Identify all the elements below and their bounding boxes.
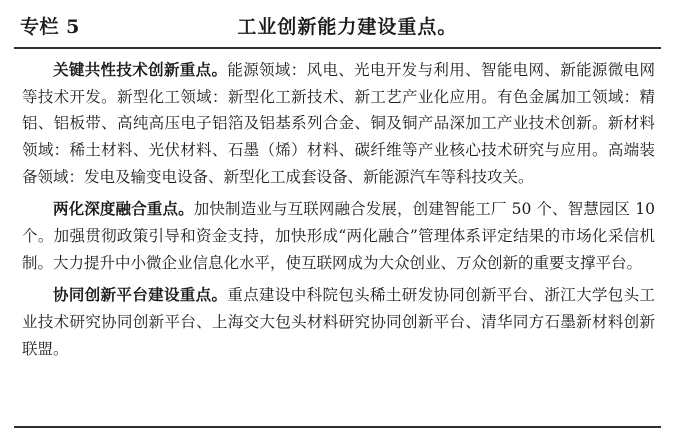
paragraph-text-integration: 加快制造业与互联网融合发展，创建智能工厂 50 个、智慧园区 10 个。加强贯彻政策引导和资金支持，加快形成“两化融合”管理体系评定结果的市场化采信机制。大力提升中小微企业信息化水平，使互联网成为大众创业、万众创新的重要支撑平台。 [22, 200, 655, 272]
document-body [14, 55, 661, 362]
header-divider [14, 47, 661, 49]
paragraph-text-platform: 重点建设中科院包头稀土研发协同创新平台、浙江大学包头工业技术研究协同创新平台、上海交大包头材料研究协同创新平台、清华同方石墨新材料创新联盟。 [22, 286, 655, 358]
paragraph-lead-key-technology: 关键共性技术创新重点。 [53, 60, 228, 79]
paragraph-text-key-technology: 能源领域：风电、光电开发与利用、智能电网、新能源微电网等技术开发。新型化工领域：新型化工新技术、新工艺产业化应用。有色金属加工领域：精铝、铝板带、高纯高压电子铝箔及铝基系列合金、铜及铜产品深加工产业技术创新。新材料领域：稀土材料、光伏材料、石墨（烯）材料、碳纤维等产业核心技术研究与应用。高端装备领域：发电及输变电设备、新型化工成套设备、新能源汽车等科技攻关。 [22, 61, 655, 186]
page-title-suffix: 。 [437, 16, 458, 38]
box-label: 专栏 5 [20, 16, 80, 38]
paragraph-lead-platform: 协同创新平台建设重点。 [53, 285, 228, 305]
paragraph-integration [22, 196, 655, 276]
paragraph-key-technology [22, 57, 655, 190]
page-title [80, 12, 655, 39]
page-title-text: 工业创新能力建设重点 [237, 16, 438, 38]
paragraph-lead-integration: 两化深度融合重点。 [53, 199, 194, 219]
box-header [14, 10, 661, 47]
footer-divider [14, 426, 661, 428]
paragraph-platform [22, 282, 655, 362]
